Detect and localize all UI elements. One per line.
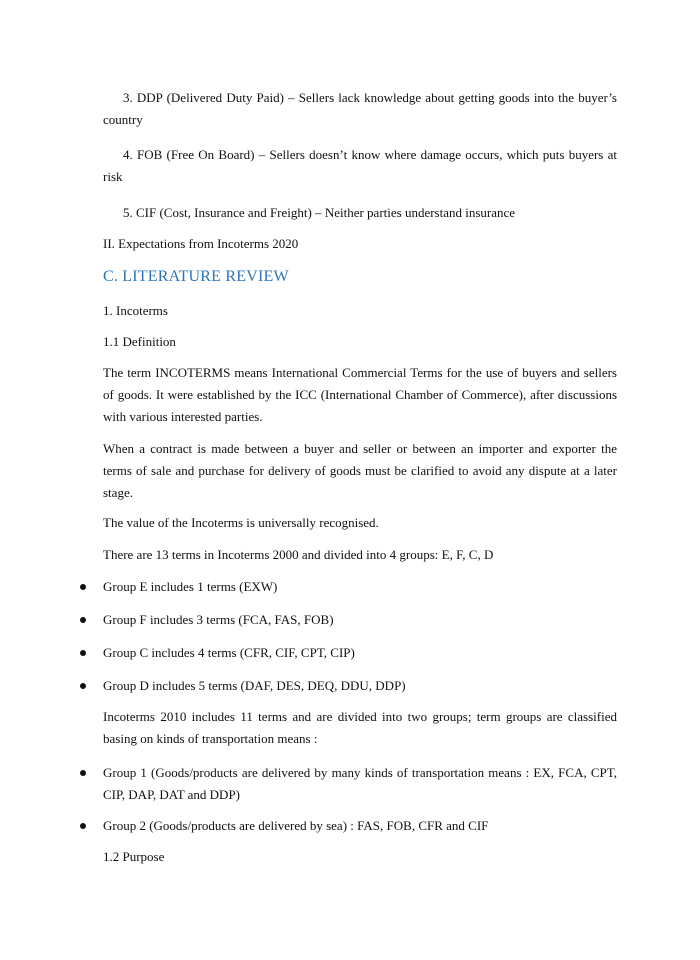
paragraph-fob: 4. FOB (Free On Board) – Sellers doesn’t know where damage occurs, which puts buyers at risk <box>103 147 617 184</box>
list-item-text: Group 2 (Goods/products are delivered by sea) : FAS, FOB, CFR and CIF <box>103 818 489 833</box>
bullet-icon <box>80 584 86 590</box>
list-item-text: Group F includes 3 terms (FCA, FAS, FOB) <box>103 612 334 627</box>
paragraph-expectations: II. Expectations from Incoterms 2020 <box>103 236 299 251</box>
paragraph-ddp: 3. DDP (Delivered Duty Paid) – Sellers lack knowledge about getting goods into the buyer’s country <box>103 90 617 127</box>
bullet-icon <box>80 617 86 623</box>
paragraph-definition: The term INCOTERMS means International Commercial Terms for the use of buyers and sellers of goods. It were established by the ICC (International Chamber of Commerce), after discussions with various interested parties. <box>103 365 617 424</box>
bullet-icon <box>80 770 86 776</box>
list-item-text: Group D includes 5 terms (DAF, DES, DEQ, DDU, DDP) <box>103 678 406 693</box>
list-item-text: Group C includes 4 terms (CFR, CIF, CPT, CIP) <box>103 645 355 660</box>
bullet-icon <box>80 683 86 689</box>
paragraph-contract: When a contract is made between a buyer and seller or between an importer and exporter the terms of sale and purchase for delivery of goods must be clarified to avoid any dispute at a later stage. <box>103 441 617 500</box>
section-heading: C. LITERATURE REVIEW <box>103 268 289 285</box>
bullet-icon <box>80 650 86 656</box>
paragraph-incoterms-2010: Incoterms 2010 includes 11 terms and are divided into two groups; term groups are classified basing on kinds of transportation means : <box>103 709 617 746</box>
subheading-definition: 1.1 Definition <box>103 334 176 349</box>
paragraph-cif: 5. CIF (Cost, Insurance and Freight) – Neither parties understand insurance <box>123 205 516 220</box>
paragraph-13-terms: There are 13 terms in Incoterms 2000 and divided into 4 groups: E, F, C, D <box>103 547 494 562</box>
subheading-incoterms: 1. Incoterms <box>103 303 168 318</box>
list-item-text: Group 1 (Goods/products are delivered by many kinds of transportation means : EX, FCA, CPT, CIP, DAP, DAT and DDP) <box>103 765 617 802</box>
subheading-purpose: 1.2 Purpose <box>103 849 165 864</box>
paragraph-value: The value of the Incoterms is universally recognised. <box>103 515 379 530</box>
list-item-text: Group E includes 1 terms (EXW) <box>103 579 278 594</box>
bullet-icon <box>80 823 86 829</box>
